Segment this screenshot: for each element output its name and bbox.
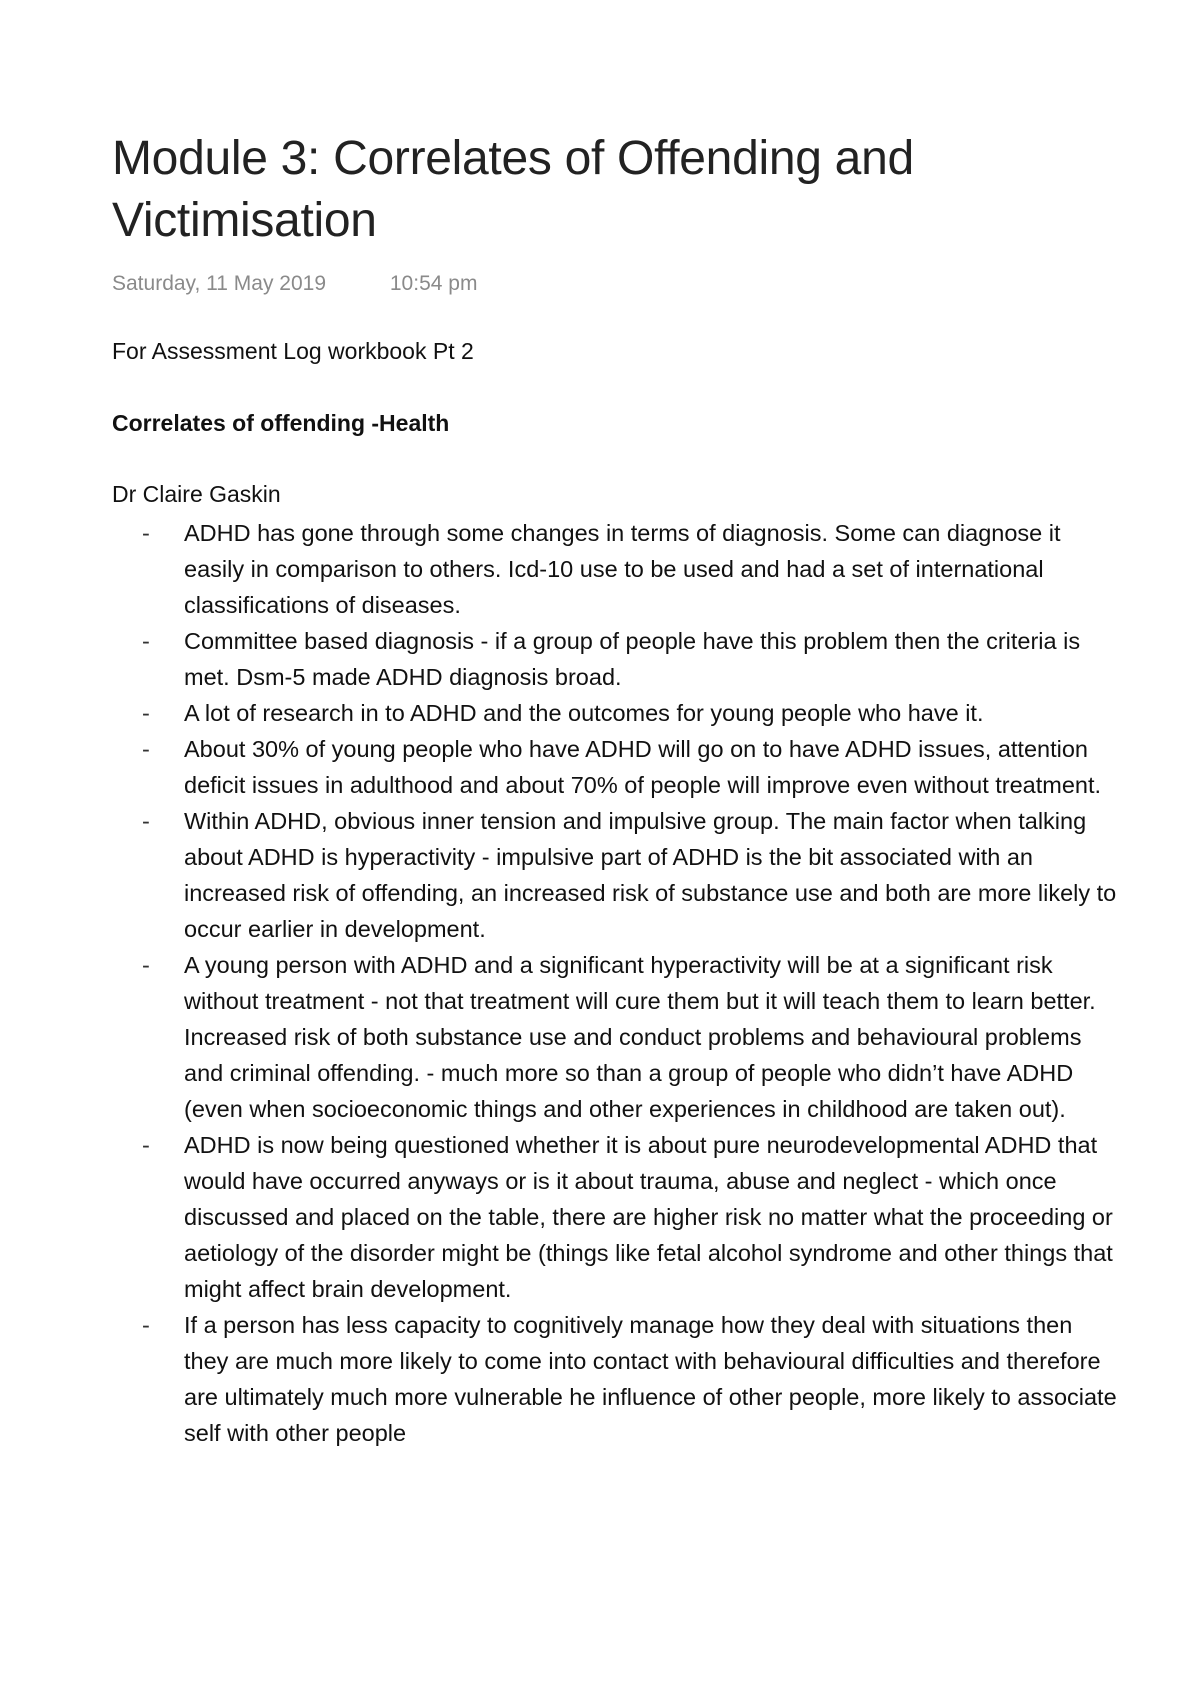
note-time: 10:54 pm <box>389 272 478 295</box>
bullet-dash: - <box>142 952 150 978</box>
page-title: Module 3: Correlates of Offending and Victimisation <box>112 132 914 247</box>
bullet-item <box>112 731 1122 803</box>
bullet-dash: - <box>142 1132 150 1158</box>
bullet-text: A lot of research in to ADHD and the outcomes for young people who have it. <box>184 700 984 726</box>
note-date: Saturday, 11 May 2019 <box>112 272 327 295</box>
note-dateline <box>112 272 477 296</box>
author-name: Dr Claire Gaskin <box>112 481 281 507</box>
section-heading: Correlates of offending -Health <box>112 410 450 436</box>
bullet-text: ADHD has gone through some changes in terms of diagnosis. Some can diagnose it easily in comparison to others. Icd-10 use to be used and had a set of international classifications of diseases. <box>184 520 1061 618</box>
page-bottom-margin <box>0 1562 1200 1698</box>
bullet-item <box>112 1307 1122 1451</box>
bullet-dash: - <box>142 808 150 834</box>
bullet-dash: - <box>142 1312 150 1338</box>
bullet-dash: - <box>142 628 150 654</box>
bullet-item <box>112 803 1122 947</box>
bullet-item <box>112 623 1122 695</box>
bullet-text: A young person with ADHD and a significant hyperactivity will be at a significant risk without treatment - not that treatment will cure them but it will teach them to learn better. Increased risk of both substance use and conduct problems and behavioural problems and criminal offending. - much more so than a group of people who didn’t have ADHD (even when socioeconomic things and other experiences in childhood are taken out). <box>184 952 1096 1122</box>
note-subtitle: For Assessment Log workbook Pt 2 <box>112 338 474 364</box>
bullet-text: If a person has less capacity to cognitively manage how they deal with situations then they are much more likely to come into contact with behavioural difficulties and therefore are ultimately much more vulnerable he influence of other people, more likely to associate self with other people <box>184 1312 1117 1446</box>
bullet-item <box>112 695 1122 731</box>
bullet-text: Within ADHD, obvious inner tension and impulsive group. The main factor when talking about ADHD is hyperactivity - impulsive part of ADHD is the bit associated with an increased risk of offending, an increased risk of substance use and both are more likely to occur earlier in development. <box>184 808 1117 942</box>
bullet-dash: - <box>142 520 150 546</box>
bullet-text: About 30% of young people who have ADHD will go on to have ADHD issues, attention deficit issues in adulthood and about 70% of people will improve even without treatment. <box>184 736 1102 798</box>
bullet-text: Committee based diagnosis - if a group of people have this problem then the criteria is met. Dsm-5 made ADHD diagnosis broad. <box>184 628 1081 690</box>
bullet-item <box>112 1127 1122 1307</box>
bullet-item <box>112 947 1122 1127</box>
bullet-dash: - <box>142 736 150 762</box>
bullet-item <box>112 515 1122 623</box>
bullet-dash: - <box>142 700 150 726</box>
bullet-text: ADHD is now being questioned whether it is about pure neurodevelopmental ADHD that would have occurred anyways or is it about trauma, abuse and neglect - which once discussed and placed on the table, there are higher risk no matter what the proceeding or aetiology of the disorder might be (things like fetal alcohol syndrome and other things that might affect brain development. <box>184 1132 1113 1302</box>
bullet-list <box>112 515 1122 1451</box>
